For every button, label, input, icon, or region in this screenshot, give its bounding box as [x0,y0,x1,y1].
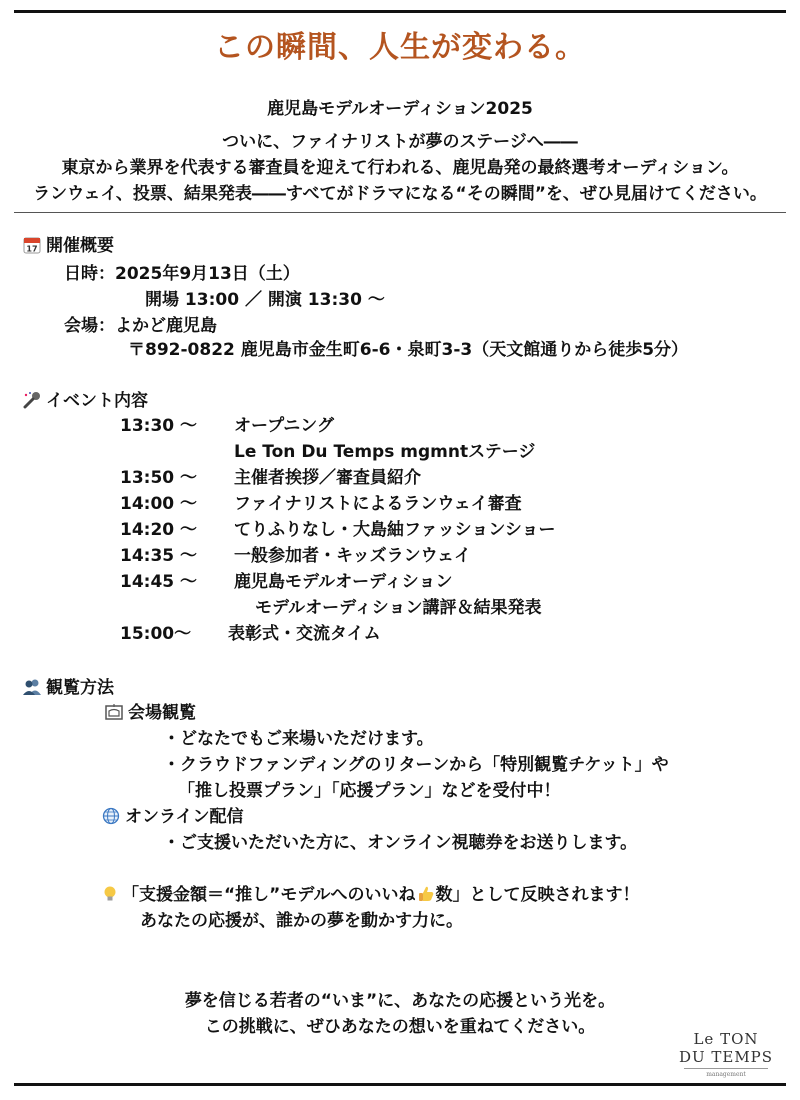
overview-address: 〒892-0822 鹿児島市金生町6-6・泉町3-3（天文館通りから徒歩5分） [128,340,689,360]
section-divider [14,212,786,213]
logo-line-3: management [706,1071,746,1078]
lightbulb-icon [102,885,118,903]
program-title: 一般参加者・キッズランウェイ [234,546,471,566]
program-time: 14:00 〜 [120,494,198,514]
logo-divider [684,1068,768,1069]
globe-icon [101,807,121,825]
intro-line: ランウェイ、投票、結果発表――すべてがドラマになる“その瞬間”を、ぜひ見届けてください。 [33,184,767,204]
program-time: 14:35 〜 [120,546,198,566]
support-line-2: あなたの応援が、誰かの夢を動かす力に。 [140,911,463,931]
logo-line-2: DU TEMPS [678,1048,774,1066]
viewing-heading: 観覧方法 [46,678,114,698]
program-time: 13:50 〜 [120,468,198,488]
top-rule [14,10,786,13]
program-time: 15:00〜 [120,624,192,644]
program-title: モデルオーディション講評＆結果発表 [255,598,542,618]
closing-line: 夢を信じる若者の“いま”に、あなたの応援という光を。 [184,991,616,1011]
support-line-1 [102,880,640,905]
page-headline: この瞬間、人生が変わる。 [214,30,586,65]
viewing-heading-row [22,673,114,698]
online-viewing-row [101,802,244,827]
program-title: 鹿児島モデルオーディション [234,572,453,592]
program-title: オープニング [234,416,334,436]
venue-bullet: ・クラウドファンディングのリターンから「特別観覧チケット」や [163,755,669,775]
calendar-icon [22,236,42,254]
overview-heading: 開催概要 [46,236,114,256]
program-time: 13:30 〜 [120,416,198,436]
program-heading-row [22,386,148,411]
program-title: Le Ton Du Temps mgmntステージ [234,442,536,462]
venue-bullet: ・どなたでもご来場いただけます。 [163,729,434,749]
program-title: てりふりなし・大島紬ファッションショー [234,520,556,540]
support-text-after: 数」として反映されます！ [435,885,640,905]
program-heading: イベント内容 [46,391,148,411]
bottom-rule [14,1083,786,1086]
online-bullet: ・ご支援いただいた方に、オンライン視聴券をお送りします。 [163,833,638,853]
venue-viewing-row [104,698,196,723]
overview-venue: 会場：よかど鹿児島 [64,316,217,336]
venue-viewing-heading: 会場観覧 [128,703,196,723]
people-icon [22,678,42,696]
online-viewing-heading: オンライン配信 [125,807,244,827]
overview-heading-row [22,231,114,256]
program-title: 表彰式・交流タイム [228,624,381,644]
overview-date: 日時：2025年9月13日（土） [64,264,300,284]
program-title: 主催者挨拶／審査員紹介 [234,468,421,488]
svg-text:17: 17 [26,244,38,254]
microphone-icon [22,391,42,409]
program-title: ファイナリストによるランウェイ審査 [234,494,522,514]
overview-time: 開場 13:00 ／ 開演 13:30 〜 [145,290,385,310]
intro-line: ついに、ファイナリストが夢のステージへ―― [222,132,578,152]
intro-line: 東京から業界を代表する審査員を迎えて行われる、鹿児島発の最終選考オーディション。 [61,158,739,178]
thumbs-up-icon [417,885,435,903]
logo-line-1: Le TON [693,1030,759,1048]
venue-bullet: 「推し投票プラン」「応援プラン」などを受付中！ [178,781,561,801]
stadium-icon [104,703,124,721]
brand-logo [676,1030,776,1078]
event-title: 鹿児島モデルオーディション2025 [267,99,533,119]
support-text-before: 「支援金額＝“推し”モデルへのいいね [122,885,416,905]
closing-line: この挑戦に、ぜひあなたの想いを重ねてください。 [204,1017,596,1037]
program-time: 14:45 〜 [120,572,198,592]
program-time: 14:20 〜 [120,520,198,540]
